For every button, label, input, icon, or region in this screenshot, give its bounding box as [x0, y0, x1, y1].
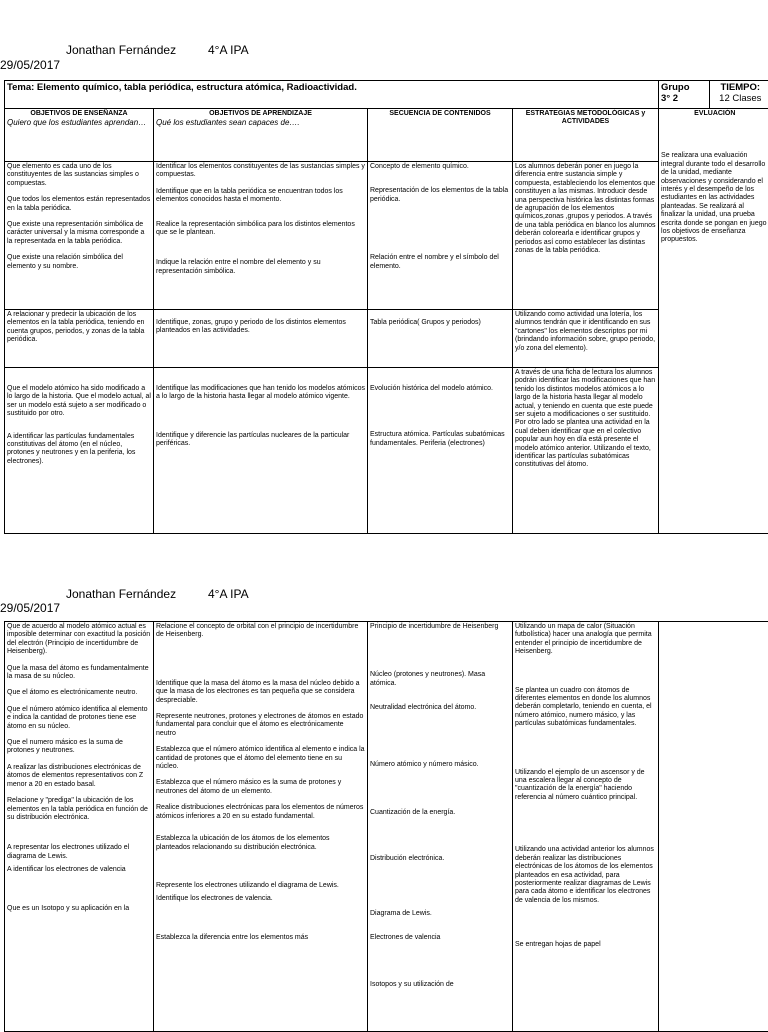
page1-author: Jonathan Fernández — [66, 43, 176, 57]
row1-ense-2: Que todos los elementos están representados en la tabla periódica. — [7, 196, 151, 213]
p2-ense-8: A representar los electrones utilizado el diagrama de Lewis. — [7, 844, 151, 861]
p2-ense-2: Que la masa del átomo es fundamentalmente la masa de su núcleo. — [7, 665, 151, 682]
p2-sec-3: Neutralidad electrónica del átomo. — [370, 704, 510, 712]
p2-sec-8: Electrones de valencia — [370, 934, 510, 942]
row3-estrategias: A través de una ficha de lectura los alumnos podrán identificar las modificaciones que han tenido los distintos modelos atómicos a lo largo de la historia hasta llegar al modelo actual, y teniendo en cuenta que este puede ser sujeto a modificaciones o ser sustituido. Por otro lado se plantea una actividad en la cual deben identificar que en el colectivo popular aun hoy en día está presente el modelo atómico anterior. Utilizando el texto, identificar las partículas subatómicas constitutivas del átomo. — [515, 369, 656, 470]
row2-apre: Identifique, zonas, grupo y periodo de los distintos elementos planteados en las actividades. — [156, 319, 365, 336]
page1-date: 29/05/2017 — [0, 58, 60, 72]
row3-apre-2: Identifique y diferencie las partículas nucleares de la particular periféricas. — [156, 432, 365, 449]
p2-estr-2: Se plantea un cuadro con átomos de diferentes elementos en donde los alumnos deberán completarlo, teniendo en cuenta, el número atómico, numero másico, y las partículas subatómicas fundamentales. — [515, 687, 656, 729]
time-value: 12 Clases — [712, 93, 768, 104]
p2-sec-6: Distribución electrónica. — [370, 855, 510, 863]
row1-estrategias: Los alumnos deberán poner en juego la diferencia entre sustancia simple y compuesta, estableciendo los elementos que constituyen a las mismas. Introducir desde una perspectiva histórica las distintas formas de agrupación de los elementos químicos,zonas ,grupos y periodos. A través de una tabla periódica en blanco los alumnos deberán colorearla e identificar grupos y periodos así como establecer las distintas zonas de la tabla periódica. — [515, 163, 656, 255]
p2-apre-10: Establezca la diferencia entre los elementos más — [156, 934, 365, 942]
table-row — [5, 310, 768, 368]
header-aprendizaje-sub: Qué los estudiantes sean capaces de…. — [156, 118, 365, 128]
header-evaluacion: EVLUACIÓN — [661, 110, 768, 118]
page1-plan-table — [4, 80, 768, 534]
row2-estrategias: Utilizando como actividad una lotería, los alumnos tendrán que ir identificando en sus "cartones" los elementos descriptos por mi (brindando información sobre, grupo periodo, y/o zona del elemento). — [515, 311, 656, 353]
row1-sec-1: Concepto de elemento químico. — [370, 163, 510, 171]
row1-ense-3: Que existe una representación simbólica de carácter universal y la misma corresponde a la representada en la tabla periódica. — [7, 221, 151, 246]
row3-ense-1: Que el modelo atómico ha sido modificado a lo largo de la historia. Que el modelo actual, al ser un modelo está sujeto a ser modificado o sustituido por otro. — [7, 385, 151, 419]
p2-ense-5: Que el numero másico es la suma de protones y neutrones. — [7, 739, 151, 756]
p2-sec-1: Principio de incertidumbre de Heisenberg — [370, 623, 510, 631]
row1-apre-3: Realice la representación simbólica para los distintos elementos que se le plantean. — [156, 221, 365, 238]
p2-apre-2: Identifique que la masa del átomo es la masa del núcleo debido a que la masa de los electrones es tan pequeña que se considera despreciable. — [156, 680, 365, 705]
p2-ense-10: Que es un Isotopo y su aplicación en la — [7, 905, 151, 913]
p2-ense-7: Relacione y "prediga" la ubicación de los elementos en la tabla periódica en función de su distribución electrónica. — [7, 797, 151, 822]
page2-date: 29/05/2017 — [0, 601, 60, 615]
row1-ense-4: Que existe una relación simbólica del elemento y su nombre. — [7, 254, 151, 271]
group-value: 3° 2 — [661, 93, 707, 104]
p2-sec-2: Núcleo (protones y neutrones). Masa atómica. — [370, 671, 510, 688]
p2-apre-9: Identifique los electrones de valencia. — [156, 895, 365, 903]
p2-estr-4: Utilizando una actividad anterior los alumnos deberán realizar las distribuciones electrónicas de los átomos de los elementos planteados en esa actividad, para posteriormente realizar diagramas de Lewis para cada átomo e identificar los electrones de valencia de los mismos. — [515, 846, 656, 905]
p2-estr-3: Utilizando el ejemplo de un ascensor y de una escalera llegar al concepto de "cuantización de la energía" haciendo referencia al número cuántico principal. — [515, 769, 656, 803]
row3-sec-1: Evolución histórica del modelo atómico. — [370, 385, 510, 393]
header-secuencia: SECUENCIA DE CONTENIDOS — [370, 110, 510, 118]
header-estrategias: ESTRATEGIAS METODOLÓGICAS y ACTIVIDADES — [515, 110, 656, 127]
p2-ense-4: Que el número atómico identifica al elemento e indica la cantidad de protones tiene ese átomo en su núcleo. — [7, 706, 151, 731]
row1-apre-1: Identificar los elementos constituyentes de las sustancias simples y compuestas. — [156, 163, 365, 180]
row3-apre-1: Identifique las modificaciones que han tenido los modelos atómicos a lo largo de la historia hasta llegar al modelo atómico vigente. — [156, 385, 365, 402]
p2-sec-4: Número atómico y número másico. — [370, 761, 510, 769]
table-row — [5, 368, 768, 534]
row2-ense: A relacionar y predecir la ubicación de los elementos en la tabla periódica, teniendo en cuenta grupos, periodos, y zonas de la tabla periódica. — [7, 311, 151, 345]
header-ensenanza: OBJETIVOS DE ENSEÑANZA — [7, 110, 151, 118]
page1-course: 4°A IPA — [208, 43, 249, 57]
p2-sec-9: Isotopos y su utilización de — [370, 981, 510, 989]
topic-title: Tema: Elemento químico, tabla periódica, estructura atómica, Radioactividad. — [7, 82, 357, 93]
page2-course: 4°A IPA — [208, 587, 249, 601]
row1-sec-2: Representación de los elementos de la tabla periódica. — [370, 187, 510, 204]
p2-apre-7: Establezca la ubicación de los átomos de los elementos planteados relacionando su distribución electrónica. — [156, 835, 365, 852]
row3-ense-2: A identificar las partículas fundamentales constitutivas del átomo (en el núcleo, protones y neutrones y en la periferia, los electrones). — [7, 433, 151, 467]
p2-apre-1: Relacione el concepto de orbital con el principio de incertidumbre de Heisenberg. — [156, 623, 365, 640]
page2-plan-table — [4, 621, 768, 1032]
p2-apre-4: Establezca que el número atómico identifica al elemento e indica la cantidad de protones que el átomo del elemento tiene en su núcleo. — [156, 746, 365, 771]
p2-ense-9: A identificar los electrones de valencia — [7, 866, 151, 874]
row2-sec: Tabla periódica( Grupos y periodos) — [370, 319, 510, 327]
row1-sec-3: Relación entre el nombre y el símbolo del elemento. — [370, 254, 510, 271]
row1-apre-4: Indique la relación entre el nombre del elemento y su representación simbólica. — [156, 259, 365, 276]
page2-author: Jonathan Fernández — [66, 587, 176, 601]
p2-apre-6: Realice distribuciones electrónicas para los elementos de números atómicos inferiores a 20 en su estado fundamental. — [156, 804, 365, 821]
p2-estr-5: Se entregan hojas de papel — [515, 941, 656, 949]
row1-ense-1: Que elemento es cada uno de los constituyentes de las sustancias simples o compuestas. — [7, 163, 151, 188]
p2-apre-8: Represente los electrones utilizando el diagrama de Lewis. — [156, 882, 365, 890]
time-label: TIEMPO: — [712, 82, 768, 93]
p2-ense-6: A realizar las distribuciones electrónicas de átomos de elementos representativos con Z menor a 20 en estado basal. — [7, 764, 151, 789]
p2-ense-3: Que el átomo es electrónicamente neutro. — [7, 689, 151, 697]
p2-sec-5: Cuantización de la energía. — [370, 809, 510, 817]
p2-sec-7: Diagrama de Lewis. — [370, 910, 510, 918]
p2-apre-3: Represente neutrones, protones y electrones de átomos en estado fundamental para concluir que el átomo es electrónicamente neutro — [156, 713, 365, 738]
row1-apre-2: Identifique que en la tabla periódica se encuentran todos los elementos conocidos hasta el momento. — [156, 188, 365, 205]
row3-sec-2: Estructura atómica. Partículas subatómicas fundamentales. Periferia (electrones) — [370, 431, 510, 448]
group-label: Grupo — [661, 82, 707, 93]
table-row — [5, 162, 768, 310]
p2-evaluation-cell — [659, 622, 768, 1032]
table-row — [5, 622, 768, 1032]
header-aprendizaje: OBJETIVOS DE APRENDIZAJE — [156, 110, 365, 118]
header-ensenanza-sub: Quiero que los estudiantes aprendan… — [7, 118, 151, 128]
p2-ense-1: Que de acuerdo al modelo atómico actual es imposible determinar con exactitud la posición del electrón (Principio de incertidumbre de Heisenberg). — [7, 623, 151, 657]
evaluation-text: Se realizara una evaluación integral durante todo el desarrollo de la unidad, mediante observaciones y considerando el interés y el desempeño de los estudiantes en las actividades planteadas. Se realizará al finalizar la unidad, una prueba escrita donde se pongan en juego los objetivos de enseñanza propuestos. — [661, 152, 768, 244]
p2-apre-5: Establezca que el número másico es la suma de protones y neutrones del átomo de un elemento. — [156, 779, 365, 796]
p2-estr-1: Utilizando un mapa de calor (Situación futbolística) hacer una analogía que permita entender el principio de incertidumbre de Heisenberg. — [515, 623, 656, 657]
